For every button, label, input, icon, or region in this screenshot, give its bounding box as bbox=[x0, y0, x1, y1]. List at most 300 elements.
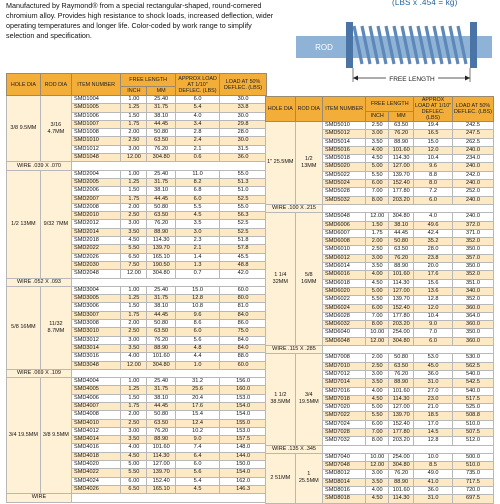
inch-cell: 4.00 bbox=[121, 444, 147, 452]
mm-cell: 88.90 bbox=[389, 379, 414, 387]
item-number-cell: SMD7024 bbox=[322, 420, 365, 428]
approx-load-cell: 7.4 bbox=[175, 444, 219, 452]
mm-cell: 152.40 bbox=[389, 180, 414, 188]
approx-load-cell: 1.3 bbox=[175, 261, 219, 269]
load-50-cell: 162.0 bbox=[220, 477, 267, 485]
load-50-cell: 360.0 bbox=[452, 321, 493, 329]
approx-load-cell: 15.4 bbox=[175, 411, 219, 419]
load-50-cell: 542.5 bbox=[452, 379, 493, 387]
load-50-cell: 146.3 bbox=[220, 485, 267, 493]
mm-cell: 101.60 bbox=[389, 387, 414, 395]
approx-load-cell: 53.0 bbox=[414, 354, 453, 362]
approx-load-cell: 10.4 bbox=[414, 155, 453, 163]
item-number-cell: SMD5022 bbox=[322, 171, 365, 179]
inch-cell: 5.00 bbox=[366, 404, 389, 412]
item-number-cell: SMD1010 bbox=[71, 137, 120, 145]
mm-cell: 101.60 bbox=[389, 487, 414, 495]
load-50-cell: 81.0 bbox=[220, 303, 267, 311]
mm-cell: 304.80 bbox=[389, 462, 414, 470]
inch-cell: 7.00 bbox=[366, 188, 389, 196]
load-50-cell: 60.0 bbox=[220, 361, 267, 369]
approx-load-cell: 10.8 bbox=[175, 303, 219, 311]
mm-cell: 76.20 bbox=[147, 145, 176, 153]
load-50-cell: 30.0 bbox=[220, 96, 267, 104]
approx-load-cell: 9.6 bbox=[414, 163, 453, 171]
item-number-cell: SMD4012 bbox=[71, 427, 120, 435]
inch-cell: 6.00 bbox=[121, 477, 147, 485]
mm-cell: 76.20 bbox=[147, 427, 176, 435]
inch-cell: 6.00 bbox=[366, 304, 389, 312]
approx-load-cell: 5.4 bbox=[175, 477, 219, 485]
inch-cell: 5.50 bbox=[366, 171, 389, 179]
item-number-cell: SMD2026 bbox=[71, 253, 120, 261]
mm-cell: 44.45 bbox=[389, 229, 414, 237]
mm-cell: 139.70 bbox=[389, 296, 414, 304]
load-50-cell: 720.0 bbox=[452, 487, 493, 495]
inch-cell: 3.50 bbox=[121, 228, 147, 236]
item-number-cell: SMD6024 bbox=[322, 304, 365, 312]
load-50-cell: 242.5 bbox=[452, 122, 493, 130]
approx-load-cell: 2.1 bbox=[175, 145, 219, 153]
inch-cell: 3.50 bbox=[121, 436, 147, 444]
item-number-cell: SMD6006 bbox=[322, 221, 365, 229]
mm-cell: 101.60 bbox=[147, 353, 176, 361]
mm-cell: 114.30 bbox=[389, 495, 414, 503]
mm-cell: 88.90 bbox=[389, 478, 414, 486]
inch-cell: 3.00 bbox=[121, 427, 147, 435]
inch-cell: 6.50 bbox=[121, 253, 147, 261]
approx-load-cell: 2.3 bbox=[175, 237, 219, 245]
item-number-cell: SMD3007 bbox=[71, 311, 120, 319]
inch-cell: 3.00 bbox=[366, 254, 389, 262]
inch-cell: 4.00 bbox=[366, 487, 389, 495]
load-50-cell: 252.0 bbox=[452, 188, 493, 196]
mm-cell: 50.80 bbox=[389, 354, 414, 362]
inch-cell: 2.50 bbox=[366, 122, 389, 130]
inch-header: INCH bbox=[121, 87, 147, 96]
mm-cell: 50.80 bbox=[147, 203, 176, 211]
mm-cell: 152.40 bbox=[389, 420, 414, 428]
inch-cell: 7.50 bbox=[121, 261, 147, 269]
approx-load-cell: 8.0 bbox=[414, 180, 453, 188]
arrow-right-icon bbox=[465, 76, 470, 81]
mm-cell: 31.75 bbox=[147, 178, 176, 186]
item-number-cell: SMD1048 bbox=[71, 154, 120, 162]
item-number-cell: SMD6014 bbox=[322, 263, 365, 271]
mm-cell: 76.20 bbox=[147, 220, 176, 228]
approx-load-cell: 16.5 bbox=[414, 130, 453, 138]
item-number-cell: SMD5018 bbox=[322, 155, 365, 163]
inch-cell: 1.50 bbox=[121, 187, 147, 195]
rod-dia-cell: 3/16 4.7MM bbox=[40, 96, 71, 162]
approx-load-header: APPROX LOAD AT 1/10" DEFLEC. (LBS) bbox=[175, 74, 219, 96]
inch-cell: 2.00 bbox=[121, 411, 147, 419]
inch-cell: 1.50 bbox=[121, 112, 147, 120]
approx-load-cell: 4.0 bbox=[175, 112, 219, 120]
rod-dia-cell: 3/8 9.5MM bbox=[40, 378, 71, 494]
load-50-cell: 540.0 bbox=[452, 370, 493, 378]
item-number-cell: SMD4016 bbox=[71, 444, 120, 452]
load-50-header: LOAD AT 50% DEFLEC. (LBS) bbox=[452, 97, 493, 122]
item-number-cell: SMD4006 bbox=[71, 394, 120, 402]
mm-cell: 88.90 bbox=[147, 436, 176, 444]
table-row bbox=[266, 354, 494, 362]
approx-load-cell: 8.5 bbox=[414, 462, 453, 470]
approx-load-cell: 42.4 bbox=[414, 229, 453, 237]
wire-spec: WIRE .135 X .345 bbox=[266, 445, 323, 453]
mm-cell: 63.50 bbox=[147, 419, 176, 427]
inch-cell: 12.00 bbox=[366, 462, 389, 470]
load-50-cell: 500.0 bbox=[452, 453, 493, 461]
load-50-cell: 512.0 bbox=[452, 437, 493, 445]
inch-cell: 5.00 bbox=[366, 163, 389, 171]
mm-cell: 165.10 bbox=[147, 253, 176, 261]
item-number-cell: SMD8012 bbox=[322, 470, 365, 478]
load-50-cell: 240.0 bbox=[452, 196, 493, 204]
item-number-cell: SMD3008 bbox=[71, 320, 120, 328]
mm-cell: 139.70 bbox=[389, 412, 414, 420]
item-number-cell: SMD6040 bbox=[322, 329, 365, 337]
inch-cell: 6.50 bbox=[121, 485, 147, 493]
item-number-cell: SMD5016 bbox=[322, 146, 365, 154]
approx-load-cell: 27.0 bbox=[414, 387, 453, 395]
inch-cell: 6.00 bbox=[366, 420, 389, 428]
item-number-cell: SMD7028 bbox=[322, 428, 365, 436]
free-length-label: FREE LENGTH bbox=[389, 76, 435, 83]
approx-load-cell: 4.0 bbox=[414, 213, 453, 221]
hole-dia-cell: 3/4 19.5MM bbox=[7, 378, 41, 494]
inch-cell: 3.00 bbox=[121, 336, 147, 344]
approx-load-cell: 12.4 bbox=[175, 419, 219, 427]
approx-load-cell: 0.7 bbox=[175, 270, 219, 278]
inch-cell: 6.00 bbox=[366, 180, 389, 188]
item-number-cell: SMD4022 bbox=[71, 469, 120, 477]
inch-cell: 2.00 bbox=[366, 354, 389, 362]
mm-cell: 31.75 bbox=[147, 104, 176, 112]
item-number-cell: SMD3010 bbox=[71, 328, 120, 336]
item-number-cell: SMD7022 bbox=[322, 412, 365, 420]
load-50-cell: 247.5 bbox=[452, 130, 493, 138]
item-number-cell: SMD7040 bbox=[322, 453, 365, 461]
mm-cell: 88.90 bbox=[147, 344, 176, 352]
load-50-cell: 735.0 bbox=[452, 470, 493, 478]
approx-load-cell: 6.0 bbox=[414, 337, 453, 345]
item-number-cell: SMD7020 bbox=[322, 404, 365, 412]
item-number-cell: SMD3048 bbox=[71, 361, 120, 369]
approx-load-cell: 13.6 bbox=[414, 287, 453, 295]
inch-cell: 4.50 bbox=[366, 279, 389, 287]
approx-load-cell: 17.0 bbox=[414, 420, 453, 428]
load-50-cell: 29.8 bbox=[220, 120, 267, 128]
inch-cell: 5.00 bbox=[121, 461, 147, 469]
item-number-cell: SMD6020 bbox=[322, 287, 365, 295]
item-number-cell: SMD1007 bbox=[71, 120, 120, 128]
mm-cell: 101.60 bbox=[389, 271, 414, 279]
mm-cell: 152.40 bbox=[147, 477, 176, 485]
approx-load-cell: 23.8 bbox=[414, 254, 453, 262]
approx-load-cell: 31.2 bbox=[175, 378, 219, 386]
load-50-cell: 45.5 bbox=[220, 253, 267, 261]
load-50-cell: 160.0 bbox=[220, 386, 267, 394]
table-row bbox=[266, 122, 494, 130]
load-50-cell: 240.0 bbox=[452, 146, 493, 154]
item-number-cell: SMD8016 bbox=[322, 487, 365, 495]
load-50-cell: 540.0 bbox=[452, 387, 493, 395]
approx-load-header: APPROX LOAD AT 1/10" DEFLEC. (LBS) bbox=[414, 97, 452, 121]
item-number-cell: SMD2030 bbox=[71, 261, 120, 269]
approx-load-cell: 17.6 bbox=[414, 271, 453, 279]
inch-cell: 12.00 bbox=[121, 361, 147, 369]
mm-cell: 50.80 bbox=[389, 238, 414, 246]
mm-cell: 63.50 bbox=[147, 137, 176, 145]
rod-dia-cell: 1/2 13MM bbox=[295, 122, 322, 205]
inch-cell: 12.00 bbox=[121, 154, 147, 162]
load-50-cell: 86.0 bbox=[220, 320, 267, 328]
load-50-cell: 154.0 bbox=[220, 469, 267, 477]
item-number-cell: SMD7008 bbox=[322, 354, 365, 362]
approx-load-cell: 4.5 bbox=[175, 212, 219, 220]
approx-load-cell: 28.0 bbox=[414, 246, 453, 254]
load-50-cell: 51.3 bbox=[220, 178, 267, 186]
mm-cell: 203.20 bbox=[389, 321, 414, 329]
inch-cell: 2.00 bbox=[121, 203, 147, 211]
mm-cell: 63.50 bbox=[389, 246, 414, 254]
inch-cell: 12.00 bbox=[366, 213, 389, 221]
rod-dia-cell: 11/32 8.7MM bbox=[40, 286, 71, 369]
mm-cell: 177.80 bbox=[389, 428, 414, 436]
rod-dia-header: ROD DIA bbox=[295, 97, 322, 122]
mm-cell: 114.30 bbox=[389, 395, 414, 403]
arrow-left-icon bbox=[353, 76, 358, 81]
inch-cell: 3.50 bbox=[121, 344, 147, 352]
load-50-cell: 155.0 bbox=[220, 419, 267, 427]
rod-dia-cell: 3/4 19.5MM bbox=[295, 354, 322, 445]
approx-load-cell: 4.8 bbox=[175, 344, 219, 352]
inch-cell: 1.75 bbox=[121, 402, 147, 410]
table-row bbox=[7, 96, 267, 104]
item-number-cell: SMD5014 bbox=[322, 138, 365, 146]
inch-cell: 4.50 bbox=[366, 495, 389, 503]
mm-cell: 63.50 bbox=[147, 212, 176, 220]
inch-cell: 7.00 bbox=[366, 312, 389, 320]
approx-load-cell: 6.0 bbox=[175, 328, 219, 336]
item-number-cell: SMD7018 bbox=[322, 395, 365, 403]
item-number-cell: SMD2004 bbox=[71, 170, 120, 178]
inch-cell: 3.00 bbox=[366, 370, 389, 378]
load-50-cell: 80.0 bbox=[220, 295, 267, 303]
approx-load-cell: 10.2 bbox=[175, 427, 219, 435]
item-number-cell: SMD4014 bbox=[71, 436, 120, 444]
approx-load-cell: 4.4 bbox=[175, 353, 219, 361]
approx-load-cell: 6.8 bbox=[175, 187, 219, 195]
load-50-cell: 51.0 bbox=[220, 187, 267, 195]
item-number-cell: SMD2006 bbox=[71, 187, 120, 195]
free-length-header: FREE LENGTH bbox=[121, 74, 176, 87]
mm-cell: 88.90 bbox=[147, 228, 176, 236]
inch-cell: 1.00 bbox=[121, 378, 147, 386]
approx-load-cell: 10.4 bbox=[414, 312, 453, 320]
approx-load-cell: 8.6 bbox=[175, 320, 219, 328]
item-number-cell: SMD8018 bbox=[322, 495, 365, 503]
approx-load-cell: 5.6 bbox=[175, 469, 219, 477]
item-number-cell: SMD7032 bbox=[322, 437, 365, 445]
item-number-cell: SMD6010 bbox=[322, 246, 365, 254]
load-50-cell: 57.8 bbox=[220, 245, 267, 253]
rod-dia-cell: 9/32 7MM bbox=[40, 170, 71, 278]
rod-dia-cell: 5/8 16MM bbox=[295, 213, 322, 346]
table-row bbox=[7, 170, 267, 178]
mm-cell: 76.20 bbox=[389, 254, 414, 262]
load-50-cell: 350.0 bbox=[452, 263, 493, 271]
item-number-cell: SMD7016 bbox=[322, 387, 365, 395]
approx-load-cell: 14.5 bbox=[414, 428, 453, 436]
item-number-cell: SMD5012 bbox=[322, 130, 365, 138]
wire-spec: WIRE .052 X .093 bbox=[7, 278, 72, 286]
mm-cell: 165.10 bbox=[147, 485, 176, 493]
load-50-cell: 530.0 bbox=[452, 354, 493, 362]
load-50-cell: 240.0 bbox=[452, 163, 493, 171]
mm-cell: 44.45 bbox=[147, 311, 176, 319]
inch-cell: 4.50 bbox=[121, 237, 147, 245]
approx-load-cell: 31.0 bbox=[414, 379, 453, 387]
approx-load-cell: 20.0 bbox=[414, 263, 453, 271]
item-number-cell: SMD2005 bbox=[71, 178, 120, 186]
load-50-cell: 697.5 bbox=[452, 495, 493, 503]
mm-cell: 139.70 bbox=[147, 245, 176, 253]
item-number-cell: SMD4024 bbox=[71, 477, 120, 485]
approx-load-cell: 5.5 bbox=[175, 203, 219, 211]
load-50-cell: 508.8 bbox=[452, 412, 493, 420]
mm-cell: 177.80 bbox=[389, 188, 414, 196]
hole-dia-cell: 1/2 13MM bbox=[7, 170, 41, 278]
inch-cell: 2.00 bbox=[121, 129, 147, 137]
spring-diagram bbox=[282, 12, 496, 88]
mm-cell: 25.40 bbox=[147, 286, 176, 294]
mm-cell: 114.30 bbox=[147, 237, 176, 245]
inch-cell: 4.50 bbox=[121, 452, 147, 460]
load-50-cell: 372.0 bbox=[452, 221, 493, 229]
load-50-cell: 360.0 bbox=[452, 304, 493, 312]
mm-cell: 114.30 bbox=[389, 155, 414, 163]
mm-cell: 304.80 bbox=[147, 270, 176, 278]
mm-cell: 304.80 bbox=[147, 154, 176, 162]
hole-dia-cell: 3/8 9.5MM bbox=[7, 96, 41, 162]
mm-cell: 63.50 bbox=[147, 328, 176, 336]
load-50-cell: 517.5 bbox=[452, 395, 493, 403]
approx-load-cell: 2.1 bbox=[175, 245, 219, 253]
approx-load-cell: 7.0 bbox=[414, 329, 453, 337]
load-50-cell: 340.0 bbox=[452, 287, 493, 295]
inch-cell: 1.25 bbox=[121, 295, 147, 303]
hole-dia-header: HOLE DIA bbox=[266, 97, 296, 122]
mm-cell: 25.40 bbox=[147, 170, 176, 178]
inch-cell: 7.00 bbox=[366, 428, 389, 436]
intro-text: Manufactured by Raymond® from a special rectangular-shaped, round-cornered chromium alloy. Provides high resistance to shock loads, increased deflection, wider operating temperatures and longer life. Color-coded by work range to simplify selection and specification. bbox=[6, 1, 274, 40]
mm-cell: 114.30 bbox=[389, 279, 414, 287]
inch-cell: 1.25 bbox=[121, 386, 147, 394]
load-50-cell: 717.5 bbox=[452, 478, 493, 486]
mm-cell: 31.75 bbox=[147, 295, 176, 303]
table-row bbox=[266, 453, 494, 461]
load-50-cell: 30.0 bbox=[220, 137, 267, 145]
approx-load-cell: 1.0 bbox=[175, 361, 219, 369]
item-number-cell: SMD6022 bbox=[322, 296, 365, 304]
load-50-cell: 371.0 bbox=[452, 229, 493, 237]
inch-cell: 10.00 bbox=[366, 329, 389, 337]
approx-load-cell: 6.0 bbox=[175, 96, 219, 104]
load-50-cell: 55.0 bbox=[220, 203, 267, 211]
item-number-cell: SMD1012 bbox=[71, 145, 120, 153]
conversion-note: (LBS x .454 = kg) bbox=[392, 0, 458, 7]
item-number-cell: SMD7048 bbox=[322, 462, 365, 470]
load-50-cell: 352.0 bbox=[452, 296, 493, 304]
hole-dia-header: HOLE DIA bbox=[7, 74, 41, 96]
item-number-cell: SMD1004 bbox=[71, 96, 120, 104]
item-number-cell: SMD6007 bbox=[322, 229, 365, 237]
approx-load-cell: 1.4 bbox=[175, 253, 219, 261]
approx-load-cell: 12.8 bbox=[414, 296, 453, 304]
mm-cell: 88.90 bbox=[389, 138, 414, 146]
mm-cell: 31.75 bbox=[147, 386, 176, 394]
inch-cell: 5.50 bbox=[121, 469, 147, 477]
approx-load-cell: 8.2 bbox=[175, 178, 219, 186]
inch-cell: 4.00 bbox=[366, 146, 389, 154]
mm-cell: 50.80 bbox=[147, 411, 176, 419]
mm-cell: 50.80 bbox=[147, 320, 176, 328]
load-50-cell: 364.0 bbox=[452, 312, 493, 320]
inch-cell: 1.00 bbox=[121, 286, 147, 294]
mm-cell: 101.60 bbox=[147, 444, 176, 452]
item-number-cell: SMD2008 bbox=[71, 203, 120, 211]
wire-spec: WIRE .100 X .215 bbox=[266, 204, 323, 212]
item-number-cell: SMD3006 bbox=[71, 303, 120, 311]
load-50-cell: 352.0 bbox=[452, 238, 493, 246]
mm-cell: 304.80 bbox=[389, 213, 414, 221]
approx-load-cell: 15.0 bbox=[414, 138, 453, 146]
approx-load-cell: 25.6 bbox=[175, 386, 219, 394]
load-50-cell: 157.5 bbox=[220, 436, 267, 444]
load-50-cell: 507.5 bbox=[452, 428, 493, 436]
item-number-cell: SMD3005 bbox=[71, 295, 120, 303]
mm-cell: 44.45 bbox=[147, 402, 176, 410]
approx-load-cell: 36.0 bbox=[414, 487, 453, 495]
mm-cell: 76.20 bbox=[389, 130, 414, 138]
inch-cell: 1.25 bbox=[121, 104, 147, 112]
mm-cell: 127.00 bbox=[389, 287, 414, 295]
approx-load-cell: 12.8 bbox=[175, 295, 219, 303]
inch-cell: 12.00 bbox=[366, 337, 389, 345]
item-number-cell: SMD6028 bbox=[322, 312, 365, 320]
inch-cell: 3.50 bbox=[366, 478, 389, 486]
inch-cell: 3.00 bbox=[366, 130, 389, 138]
mm-cell: 38.10 bbox=[147, 187, 176, 195]
inch-cell: 4.00 bbox=[366, 271, 389, 279]
item-number-header: ITEM NUMBER bbox=[71, 74, 120, 96]
approx-load-cell: 7.2 bbox=[414, 188, 453, 196]
inch-cell: 8.00 bbox=[366, 321, 389, 329]
item-number-cell: SMD6016 bbox=[322, 271, 365, 279]
inch-cell: 1.00 bbox=[121, 170, 147, 178]
mm-cell: 63.50 bbox=[389, 362, 414, 370]
inch-cell: 8.00 bbox=[366, 196, 389, 204]
load-50-cell: 154.0 bbox=[220, 402, 267, 410]
inch-cell: 5.50 bbox=[366, 412, 389, 420]
approx-load-cell: 18.5 bbox=[414, 412, 453, 420]
inch-cell: 2.00 bbox=[121, 320, 147, 328]
inch-cell: 2.50 bbox=[121, 212, 147, 220]
mm-cell: 254.00 bbox=[389, 453, 414, 461]
load-50-cell: 52.5 bbox=[220, 220, 267, 228]
